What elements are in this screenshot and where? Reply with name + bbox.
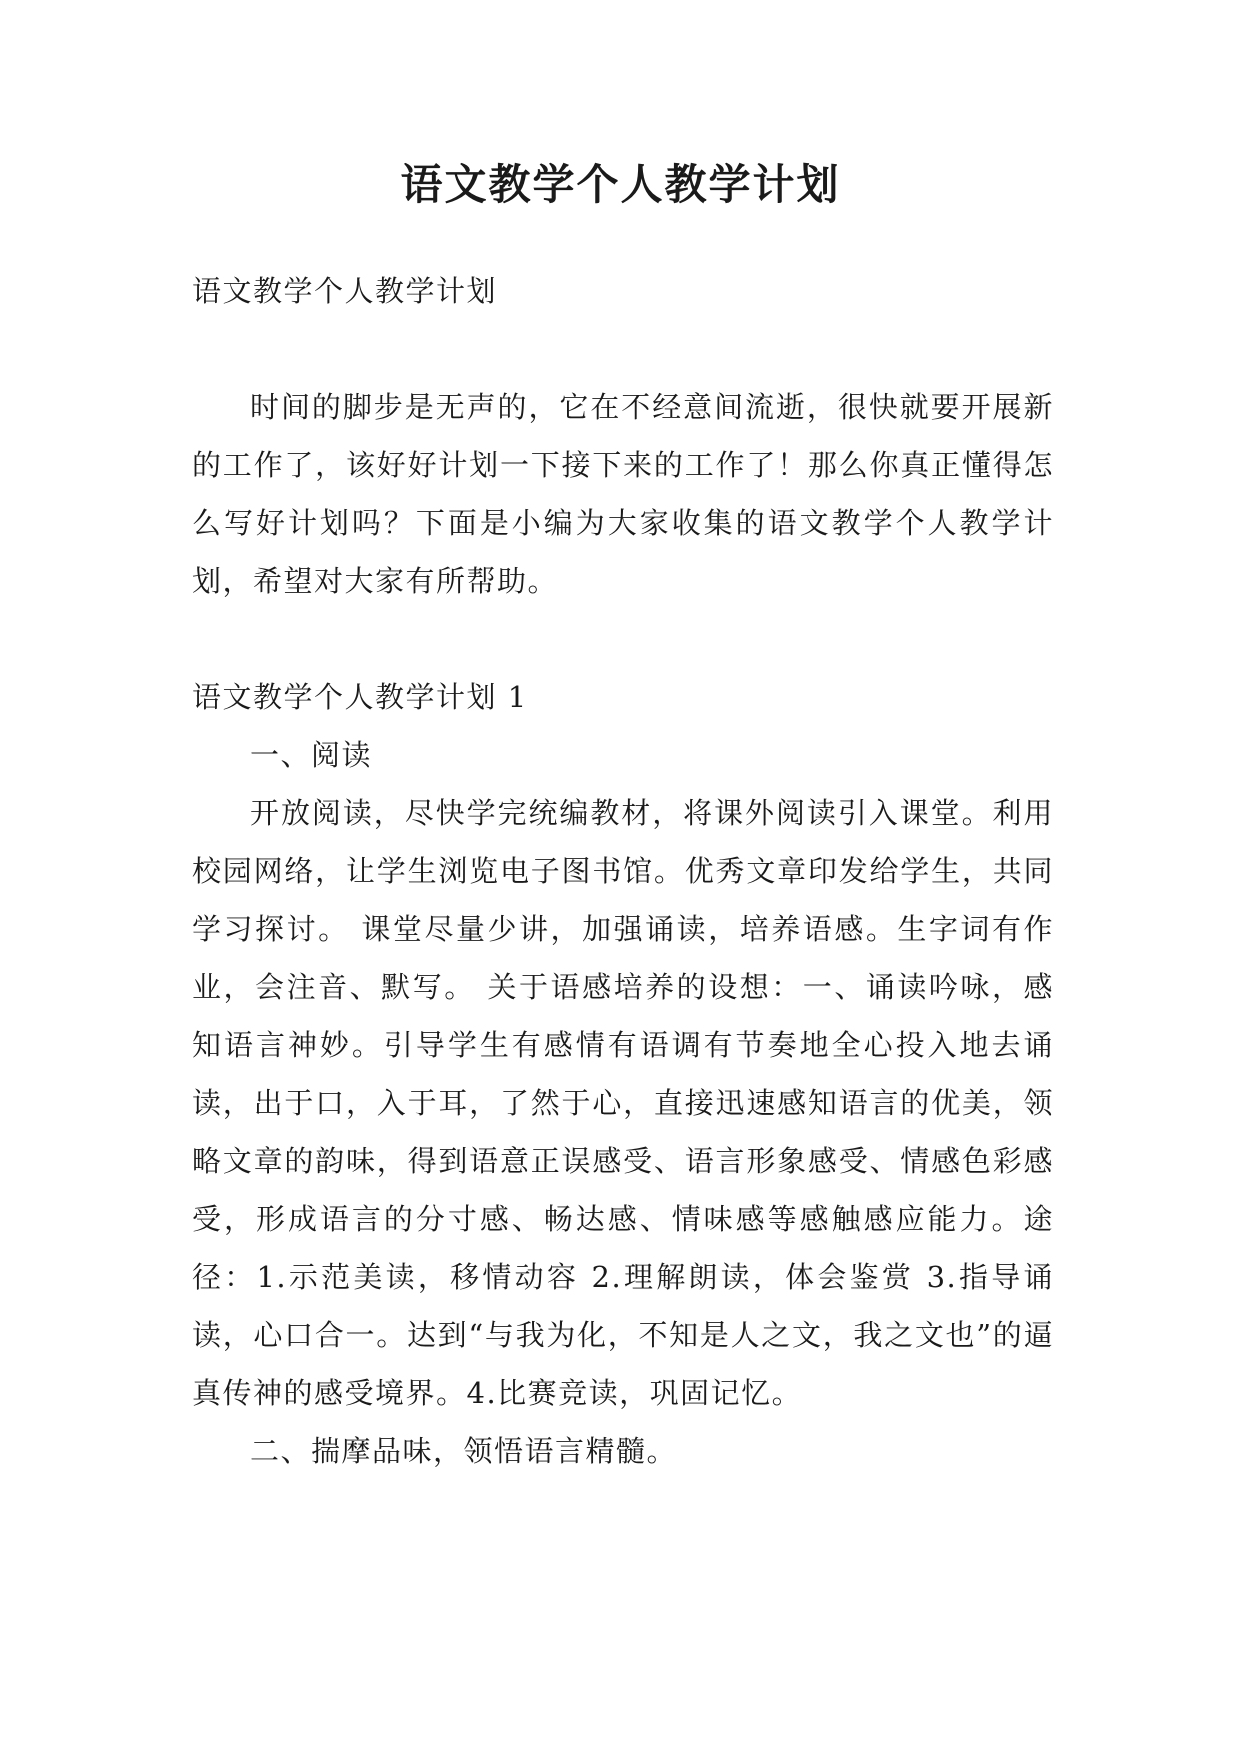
- document-body: [192, 262, 1054, 1480]
- intro-paragraph: 时间的脚步是无声的，它在不经意间流逝，很快就要开展新的工作了，该好好计划一下接下来的工作了！那么你真正懂得怎么写好计划吗？下面是小编为大家收集的语文教学个人教学计划，希望对大家有所帮助。: [192, 390, 1054, 598]
- document-subtitle: 语文教学个人教学计划: [192, 274, 498, 308]
- heading-savor-language: 二、揣摩品味，领悟语言精髓。: [250, 1434, 678, 1468]
- reading-paragraph: 开放阅读，尽快学完统编教材，将课外阅读引入课堂。利用校园网络，让学生浏览电子图书馆。优秀文章印发给学生，共同学习探讨。 课堂尽量少讲，加强诵读，培养语感。生字词有作业，会注音、默写。 关于语感培养的设想：一、诵读吟咏，感知语言神妙。引导学生有感情有语调有节奏地全心投入地去诵读，出于口，入于耳，了然于心，直接迅速感知语言的优美，领略文章的韵味，得到语意正误感受、语言形象感受、情感色彩感受，形成语言的分寸感、畅达感、情味感等感触感应能力。途径：1.示范美读，移情动容 2.理解朗读，体会鉴赏 3.指导诵读，心口合一。达到“与我为化，不知是人之文，我之文也”的逼真传神的感受境界。4.比赛竞读，巩固记忆。: [192, 796, 1054, 1410]
- document-title: 语文教学个人教学计划: [400, 160, 841, 209]
- section-title: 语文教学个人教学计划 1: [192, 680, 528, 714]
- heading-reading: 一、阅读: [250, 738, 373, 772]
